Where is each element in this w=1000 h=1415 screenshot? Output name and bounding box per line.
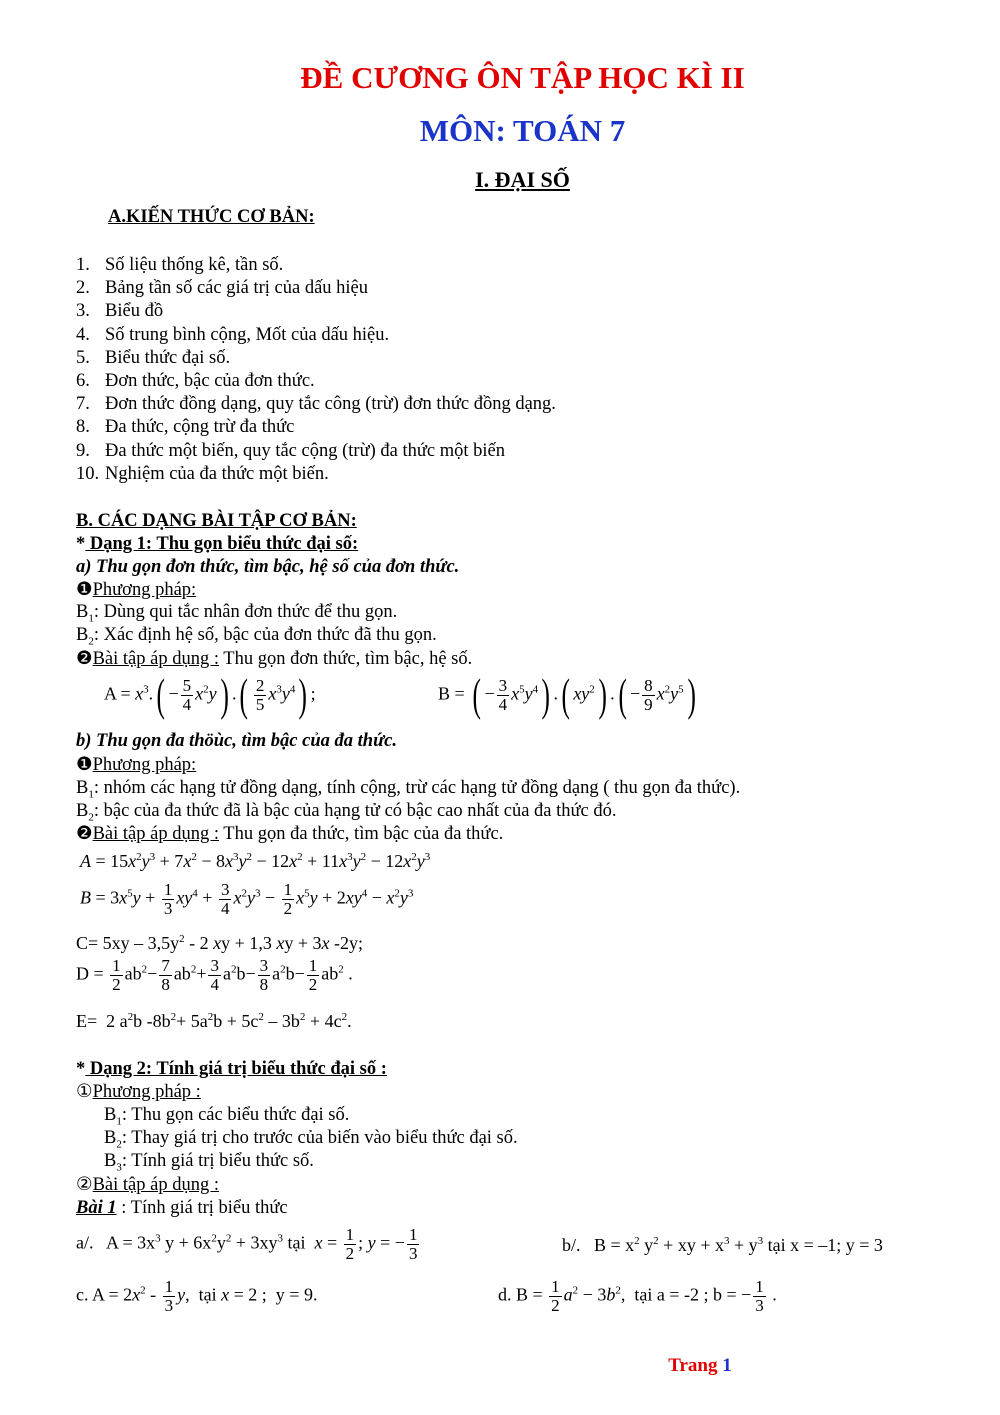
dang1-heading xyxy=(76,535,358,554)
dang1-a-step1 xyxy=(76,602,398,625)
method-mark-icon: ❶ xyxy=(76,580,93,600)
step-b: B xyxy=(76,625,89,645)
list-item xyxy=(76,302,163,321)
step-text: : Xác định hệ số, bậc của đơn thức đã thu gọn. xyxy=(93,625,437,645)
list-item-text: Đa thức, cộng trừ đa thức xyxy=(105,417,295,438)
dang1-heading-text: Dạng 1: Thu gọn biểu thức đại số: xyxy=(85,534,359,554)
step-b: B xyxy=(76,778,89,798)
dang1-b-method xyxy=(76,756,196,775)
dang2-step xyxy=(104,1105,350,1128)
list-item-number: 5. xyxy=(76,347,90,368)
section-a-heading: A.KIẾN THỨC CƠ BẢN: xyxy=(108,207,315,227)
list-item-number: 1. xyxy=(76,255,90,275)
list-item-number: 10. xyxy=(76,463,100,484)
bai1-heading xyxy=(76,1199,288,1218)
subject-title: MÔN: TOÁN 7 xyxy=(419,113,626,148)
dang1-b-title: b) Thu gọn đa thöùc, tìm bậc của đa thức. xyxy=(76,731,397,751)
list-item xyxy=(76,395,556,414)
method-mark-icon: ① xyxy=(76,1082,93,1102)
dang2-exercise xyxy=(76,1176,219,1195)
list-item-number: 3. xyxy=(76,301,90,322)
list-item-number: 4. xyxy=(76,324,90,345)
exercise-mark-icon: ❷ xyxy=(76,824,93,844)
page-label: Trang xyxy=(668,1355,718,1376)
star-mark: * xyxy=(76,1059,86,1079)
formula-polynomial-a: $A = 15x^2y^3 + 7x^2 - 8x^3y^2 - 12x^2 + 11x^3y^2 - 12x^2y^3$ xyxy=(80,851,431,871)
list-item xyxy=(76,418,294,437)
list-item xyxy=(76,326,389,345)
dang1-b-step2 xyxy=(76,801,617,824)
step-sub: 3 xyxy=(116,1161,122,1174)
list-item-text: Đơn thức đồng dạng, quy tắc công (trừ) đơn thức đồng dạng. xyxy=(105,394,556,415)
exercise-label: Bài tập áp dụng : xyxy=(92,649,219,669)
page-footer xyxy=(0,1356,1000,1375)
document-title: ĐỀ CƯƠNG ÔN TẬP HỌC KÌ II xyxy=(300,60,745,95)
list-item-text: Đơn thức, bậc của đơn thức. xyxy=(105,371,315,391)
step-b: B xyxy=(76,801,89,821)
step-sub: 1 xyxy=(88,612,94,625)
method-label: Phương pháp: xyxy=(92,755,197,775)
dang2-step xyxy=(104,1151,314,1174)
exercise-text: Thu gọn đa thức, tìm bậc của đa thức. xyxy=(219,824,504,844)
dang1-b-step1 xyxy=(76,778,741,801)
dang1-a-exercise xyxy=(76,650,472,669)
list-item xyxy=(76,442,505,461)
list-item-text: Biểu thức đại số. xyxy=(105,347,231,368)
exercise-c: c. $A = 2x^2$ - $\frac{1}{3}$ y, tại x = 2 ; y = 9. xyxy=(76,1277,318,1315)
method-mark-icon: ❶ xyxy=(76,755,93,775)
step-sub: 2 xyxy=(88,635,94,648)
step-sub: 2 xyxy=(116,1138,122,1151)
dang1-a-method xyxy=(76,581,196,600)
step-b: B xyxy=(104,1128,117,1148)
list-item xyxy=(76,256,283,275)
formula-monomial-b: B = ( − $\frac{3}{4}$ $x^5y^4$) .( $xy^2$) .( − $\frac{8}{9}$ $x^2y^5$) xyxy=(438,669,696,720)
list-item-number: 8. xyxy=(76,417,90,438)
formula-polynomial-b: $B = 3x^5y$ + $\frac{1}{3}$ $xy^4$ + $\frac{3}{4}$ $x^2y^3$ − $\frac{1}{2}$ $x^5y + 2xy^4 - x^2y^3$ xyxy=(80,880,414,918)
list-item xyxy=(76,279,368,298)
bai1-label: Bài 1 xyxy=(76,1198,117,1218)
exercise-label: Bài tập áp dụng : xyxy=(92,1175,219,1195)
exercise-b: b/. $B = x^2$ $y^2$ + xy + $x^3 + y^3$ tại x = –1; y = 3 xyxy=(562,1235,883,1255)
dang2-heading-text: Dạng 2: Tính giá trị biểu thức đại số : xyxy=(85,1059,387,1079)
list-item-number: 7. xyxy=(76,394,90,415)
exercise-mark-icon: ❷ xyxy=(76,649,93,669)
step-text: : Tính giá trị biểu thức số. xyxy=(121,1151,314,1171)
page-number: 1 xyxy=(722,1355,732,1376)
exercise-label: Bài tập áp dụng : xyxy=(92,824,219,844)
list-item-number: 6. xyxy=(76,371,90,391)
step-sub: 2 xyxy=(88,811,94,824)
formula-polynomial-c: $C= 5xy - 3,5y^2 - 2$ xy + 1,3 xy + 3x -2y; xyxy=(76,933,363,953)
dang2-method xyxy=(76,1083,201,1102)
dang1-a-title: a) Thu gọn đơn thức, tìm bậc, hệ số của đơn thức. xyxy=(76,557,460,577)
step-text: : Thu gọn các biểu thức đại số. xyxy=(121,1105,350,1125)
step-b: B xyxy=(104,1151,117,1171)
dang2-step xyxy=(104,1128,518,1151)
step-b: B xyxy=(104,1105,117,1125)
step-text: : Dùng qui tắc nhân đơn thức để thu gọn. xyxy=(93,602,398,622)
step-text: : bậc của đa thức đã là bậc của hạng tử có bậc cao nhất của đa thức đó. xyxy=(93,801,617,821)
step-text: : nhóm các hạng tử đồng dạng, tính cộng, trừ các hạng tử đồng dạng ( thu gọn đa thức). xyxy=(93,778,741,798)
list-item-text: Số liệu thống kê, tần số. xyxy=(105,255,284,275)
bai1-text: : Tính giá trị biểu thức xyxy=(116,1198,288,1218)
step-text: : Thay giá trị cho trước của biến vào biểu thức đại số. xyxy=(121,1128,518,1148)
step-b: B xyxy=(76,602,89,622)
list-item xyxy=(76,372,315,391)
exercise-d: d. B = $\frac{1}{2}$ $a^2 - 3b^2$, tại a = -2 ; b = − $\frac{1}{3}$ . xyxy=(498,1277,777,1315)
list-item xyxy=(76,465,329,484)
list-item-text: Số trung bình cộng, Mốt của dấu hiệu. xyxy=(105,324,390,345)
step-sub: 1 xyxy=(116,1115,122,1128)
part-title: I. ĐẠI SỐ xyxy=(475,167,570,192)
list-item-number: 9. xyxy=(76,440,90,461)
list-item-number: 2. xyxy=(76,278,90,299)
list-item-text: Nghiệm của đa thức một biến. xyxy=(105,463,329,484)
dang1-b-exercise xyxy=(76,825,503,844)
star-mark: * xyxy=(76,534,86,554)
list-item-text: Đa thức một biến, quy tắc cộng (trừ) đa thức một biến xyxy=(105,440,505,461)
formula-polynomial-e: E= 2 $a^2b$ $-8b^2+ 5a^2b + 5c^2 - 3b^2 + 4c^2$. xyxy=(76,1011,352,1031)
section-b-heading: B. CÁC DẠNG BÀI TẬP CƠ BẢN: xyxy=(76,511,357,531)
list-item-text: Biểu đồ xyxy=(105,301,164,322)
formula-monomial-a: $A = x^3$.( − $\frac{5}{4}$ $x^2y$) .( $\frac{2}{5}$ $x^3y^4$) ; xyxy=(104,669,316,720)
list-item-text: Bảng tần số các giá trị của dấu hiệu xyxy=(105,278,369,299)
method-label: Phương pháp: xyxy=(92,580,197,600)
list-item xyxy=(76,349,230,368)
dang2-heading xyxy=(76,1060,387,1079)
exercise-text: Thu gọn đơn thức, tìm bậc, hệ số. xyxy=(219,649,473,669)
method-label: Phương pháp : xyxy=(92,1082,201,1102)
exercise-a: a/. $A = 3x^3$ $y + 6x^2y^2 + 3xy^3$ tại x = $\frac{1}{2}$ ; y = − $\frac{1}{3}$ xyxy=(76,1225,418,1263)
exercise-mark-icon: ② xyxy=(76,1175,93,1195)
step-sub: 1 xyxy=(88,788,94,801)
dang1-a-step2 xyxy=(76,625,437,648)
formula-polynomial-d: D = $\frac{1}{2}$ $ab^2-$ $\frac{7}{8}$ $ab^2+$ $\frac{3}{4}$ $a^2b-$ $\frac{3}{8}$ $a^2b-$ $\frac{1}{2}$ $ab^2$ . xyxy=(76,956,353,994)
